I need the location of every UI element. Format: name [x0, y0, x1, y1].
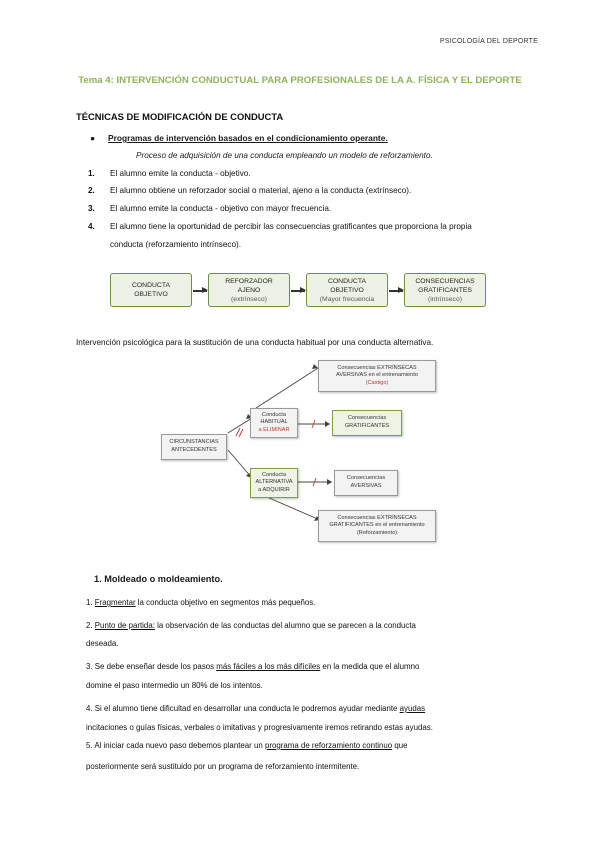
node-line: Conducta [262, 471, 286, 478]
node-line: Consecuencias [347, 415, 387, 422]
flow-box-line: OBJETIVO [134, 291, 168, 298]
point-text: 4. Si el alumno tiene dificultad en desarrollar una conducta le podremos ayudar mediante [86, 704, 400, 713]
flow-box-line: CONDUCTA [131, 282, 170, 289]
moldeado-continuation: domine el paso intermedio un 80% de los intentos. [86, 681, 263, 690]
node-line: HABITUAL [260, 419, 288, 426]
arrowhead [325, 421, 330, 427]
node-circunstancias [161, 434, 227, 460]
step-text: El alumno obtiene un reforzador social o material, ajeno a la conducta (extrínseco). [110, 186, 412, 195]
node-line: Consecuencias EXTRÍNSECAS [337, 364, 417, 371]
node-line: ANTECEDENTES [171, 447, 217, 453]
point-underline: más fáciles a los más difíciles [216, 662, 321, 671]
node-line: Conducta [262, 411, 286, 418]
step-text: El alumno emite la conducta - objetivo con mayor frecuencia. [110, 204, 332, 213]
moldeado-title: 1. Moldeado o moldeamiento. [94, 574, 223, 584]
page-title: Tema 4: INTERVENCIÓN CONDUCTUAL PARA PROFESIONALES DE LA A. FÍSICA Y EL DEPORTE [78, 75, 522, 86]
point-underline: Punto de partida: [94, 621, 155, 630]
moldeado-point [86, 620, 416, 631]
point-text: la conducta objetivo en segmentos más pequeños. [135, 598, 316, 607]
node-line: AVERSIVAS en el entrenamiento [336, 372, 418, 379]
node-line: (Castigo) [365, 379, 389, 386]
node-aversivas [334, 470, 398, 496]
flow-box-line: AJENO [237, 286, 261, 294]
node-line: Consecuencias EXTRÍNSECAS [337, 514, 417, 521]
point-number: 2. [86, 621, 93, 630]
node-line: Consecuencias [346, 475, 386, 482]
node-line: GRATIFICANTES [344, 423, 390, 429]
cross-mark [239, 429, 243, 437]
cross-mark [236, 428, 240, 436]
node-line: ALTERNATIVA [255, 479, 293, 486]
node-line: a ADQUIRIR [258, 486, 290, 493]
header-subject: PSICOLOGÍA DEL DEPORTE [439, 38, 538, 45]
step-continuation: conducta (reforzamiento intrínseco). [110, 240, 242, 249]
step-number: 4. [88, 222, 95, 231]
intervention-text: Intervención psicológica para la sustitución de una conducta habitual por una conducta alternativa. [76, 338, 434, 347]
connector-line [256, 368, 318, 408]
point-text: que [392, 741, 408, 750]
bullet-text: Programas de intervención basados en el condicionamiento operante. [108, 133, 388, 143]
moldeado-point [86, 740, 408, 751]
node-line: (Reforzamiento) [356, 529, 398, 536]
node-gratificantes [332, 410, 402, 436]
flow-box-line: (intrínseco) [428, 295, 462, 303]
bullet-dot-icon: ● [90, 133, 96, 143]
moldeado-continuation: incitaciones o guías físicas, verbales o imitativas y progresivamente iremos retirando estas ayudas. [86, 723, 433, 732]
flow-box-line: (extrínseco) [231, 295, 267, 303]
arrowhead [327, 479, 332, 485]
point-underline: Fragmentar [94, 598, 136, 607]
moldeado-point [86, 597, 315, 608]
step-number: 2. [88, 186, 95, 195]
point-underline: ayudas [399, 704, 426, 713]
node-conducta-habitual [250, 408, 298, 438]
point-text: la observación de las conductas del alumno que se parecen a la conducta [154, 621, 416, 630]
node-aversivas-extrinsecas [318, 360, 436, 392]
moldeado-continuation: deseada. [86, 639, 119, 648]
flow-box-line: OBJETIVO [330, 286, 364, 294]
node-line: a ELIMINAR [258, 426, 290, 433]
step-text: El alumno emite la conducta - objetivo. [110, 169, 251, 178]
node-line: CIRCUNSTANCIAS [169, 439, 219, 446]
node-line: GRATIFICANTES en el entrenamiento [329, 522, 425, 529]
step-number: 3. [88, 204, 95, 213]
point-number: 1. [86, 598, 93, 607]
node-line: AVERSIVAS [350, 483, 382, 489]
flow-box-line: (Mayor frecuencia [319, 295, 375, 303]
moldeado-point [86, 703, 425, 714]
point-text: 5. Al iniciar cada nuevo paso debemos plantear un [86, 741, 265, 750]
flow-box-line: GRATIFICANTES [418, 286, 472, 294]
node-gratificantes-extrinsecas [318, 510, 436, 542]
point-text: 3. Se debe enseñar desde los pasos [86, 662, 217, 671]
flow-box-line: CONDUCTA [327, 277, 366, 285]
moldeado-continuation: posteriormente será sustituido por un programa de reforzamiento intermitente. [86, 762, 360, 771]
step-text: El alumno tiene la oportunidad de percibir las consecuencias gratificantes que proporciona la propia [110, 222, 472, 231]
moldeado-point [86, 661, 419, 672]
flow-box-line: REFORZADOR [225, 277, 273, 285]
section-title: TÉCNICAS DE MODIFICACIÓN DE CONDUCTA [76, 111, 284, 122]
flow-box-line: CONSECUENCIAS [415, 277, 475, 285]
point-underline: programa de reforzamiento continuo [264, 741, 393, 750]
node-conducta-alternativa [250, 468, 298, 498]
connector-line [228, 418, 252, 433]
point-text: en la medida que el alumno [320, 662, 420, 671]
bullet-subtext: Proceso de adquisición de una conducta empleando un modelo de reforzamiento. [136, 151, 433, 160]
step-number: 1. [88, 169, 95, 178]
